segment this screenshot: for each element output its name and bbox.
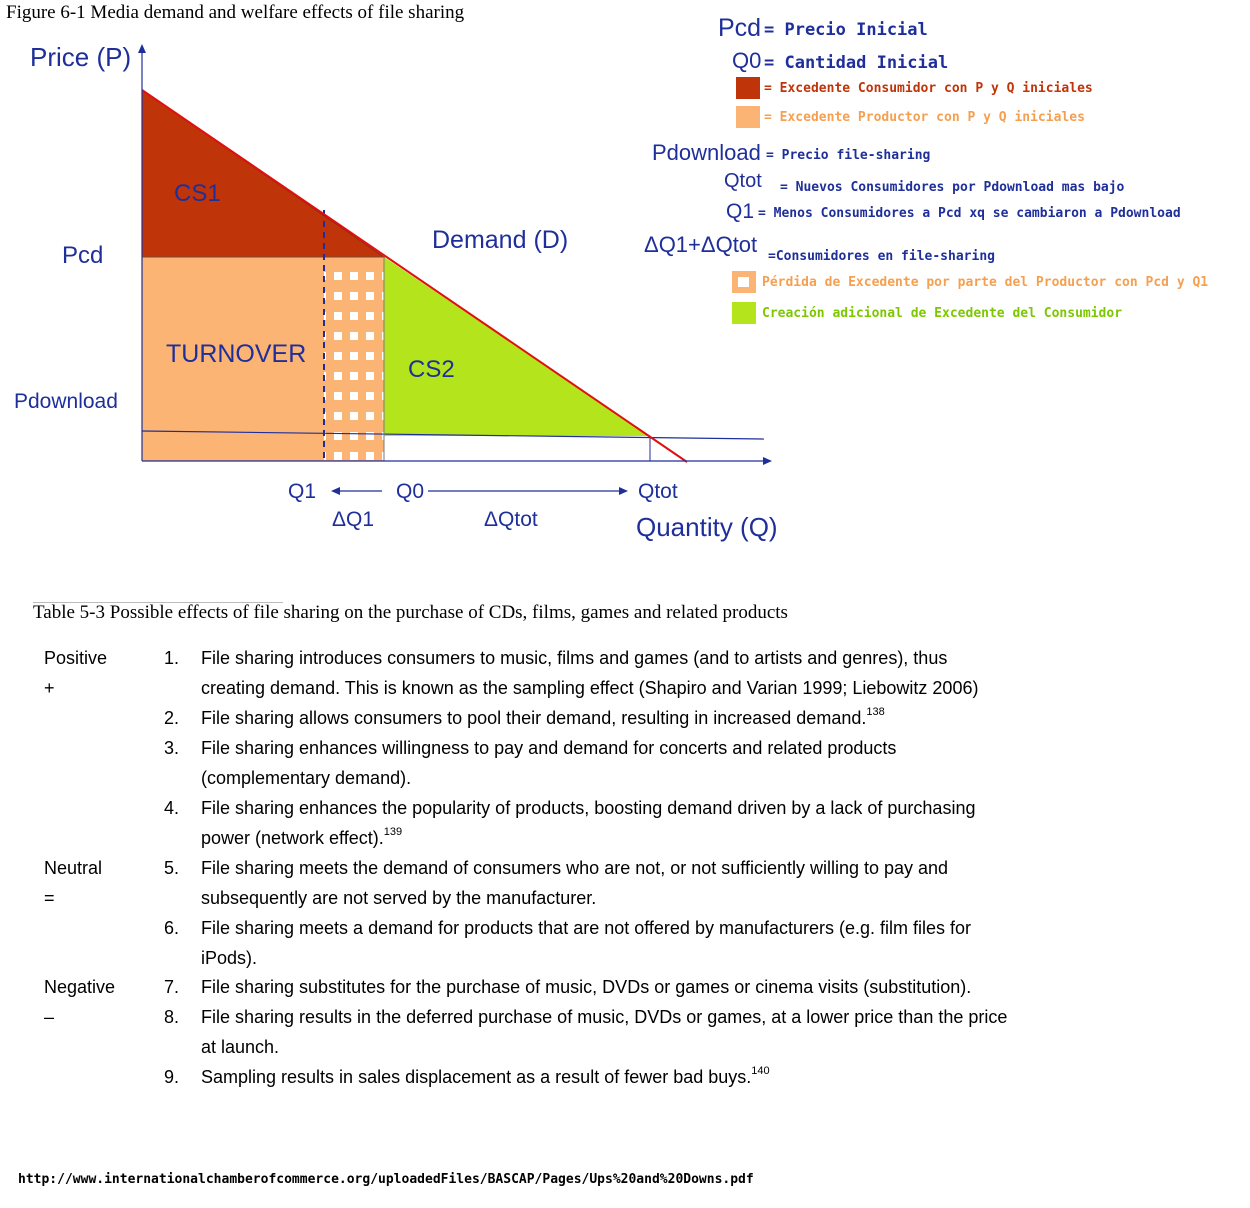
legend-ps-swatch (736, 106, 760, 128)
figure-title: Figure 6-1 Media demand and welfare effects of file sharing (6, 2, 465, 23)
item-number: 3. (164, 738, 180, 758)
list-item: File sharing meets a demand for products that are not offered by manufacturers (e.g. film files for iPods). (201, 918, 972, 968)
item-number: 4. (164, 798, 180, 818)
category-negative-sign: – (44, 1007, 55, 1027)
category-neutral: Neutral (44, 858, 103, 878)
category-negative: Negative (44, 977, 116, 997)
category-neutral-sign: = (44, 888, 55, 908)
legend-gain-text: Creación adicional de Excedente del Consumidor (762, 306, 1123, 321)
legend-dq-symbol: ΔQ1+ΔQtot (644, 232, 758, 257)
legend-loss-text: Pérdida de Excedente por parte del Productor con Pcd y Q1 (762, 275, 1209, 290)
item-number: 6. (164, 918, 180, 938)
item-number: 7. (164, 977, 180, 997)
item-number: 9. (164, 1067, 180, 1087)
y-axis-label: Price (P) (30, 42, 132, 72)
turnover-label: TURNOVER (166, 340, 307, 368)
legend-pcd-symbol: Pcd (718, 14, 762, 42)
category-positive-sign: + (44, 678, 55, 698)
legend-ps-text: = Excedente Productor con P y Q iniciales (764, 110, 1085, 125)
demand-label: Demand (D) (432, 226, 569, 254)
list-item: File sharing results in the deferred purchase of music, DVDs or games, at a lower price than the price at launch. (201, 1007, 1008, 1057)
item-number: 2. (164, 708, 180, 728)
category-positive: Positive (44, 648, 108, 668)
legend-qtot-symbol: Qtot (724, 170, 762, 192)
item-number: 8. (164, 1007, 180, 1027)
dqtot-label: ΔQtot (484, 508, 538, 531)
q0-label: Q0 (396, 480, 425, 503)
legend-qtot-text: = Nuevos Consumidores por Pdownload mas bajo (780, 180, 1125, 195)
pdownload-label: Pdownload (14, 390, 118, 413)
x-axis-label: Quantity (Q) (636, 512, 778, 542)
legend-pdownload-symbol: Pdownload (652, 140, 761, 165)
table-title: Table 5-3 Possible effects of file sharing on the purchase of CDs, films, games and related products (33, 602, 788, 623)
qtot-label: Qtot (638, 480, 678, 503)
footnote-ref: 139 (383, 826, 403, 838)
footnote-ref: 138 (866, 706, 885, 718)
cs1-label: CS1 (174, 180, 221, 207)
legend-q1-text: = Menos Consumidores a Pcd xq se cambiaron a Pdownload (758, 206, 1181, 221)
legend-q0-text: = Cantidad Inicial (764, 53, 949, 73)
list-item: File sharing enhances willingness to pay and demand for concerts and related products (complementary demand). (201, 738, 897, 788)
legend-cs-swatch (736, 77, 760, 99)
source-url[interactable]: http://www.internationalchamberofcommerce.org/uploadedFiles/BASCAP/Pages/Ups%20and%20Downs.pdf (18, 1172, 754, 1187)
list-item: File sharing allows consumers to pool their demand, resulting in increased demand.$^{138}$ (201, 706, 885, 728)
q1-label: Q1 (288, 480, 317, 503)
item-number: 1. (164, 648, 180, 668)
list-item: File sharing enhances the popularity of products, boosting demand driven by a lack of purchasing power (network effect).$^{139}$ (201, 798, 976, 848)
legend-dq-text: =Consumidores en file-sharing (768, 249, 995, 264)
list-item: Sampling results in sales displacement as a result of fewer bad buys.$^{140}$ (201, 1065, 770, 1087)
producer-loss-area (324, 263, 384, 461)
legend-gain-swatch (732, 302, 756, 324)
legend-q0-symbol: Q0 (732, 48, 762, 73)
legend-pcd-text: = Precio Inicial (764, 20, 928, 40)
item-number: 5. (164, 858, 180, 878)
legend-q1-symbol: Q1 (726, 200, 755, 223)
cs2-label: CS2 (408, 356, 455, 383)
pcd-label: Pcd (62, 242, 104, 269)
dq1-label: ΔQ1 (332, 508, 375, 531)
list-item: File sharing introduces consumers to music, films and games (and to artists and genres), thus creating demand. This is known as the sampling effect (Shapiro and Varian 1999; Liebowitz 2006) (201, 648, 979, 698)
legend-cs-text: = Excedente Consumidor con P y Q iniciales (764, 81, 1093, 96)
legend-pdownload-text: = Precio file-sharing (766, 148, 931, 163)
footnote-ref: 140 (751, 1065, 770, 1077)
list-item: File sharing meets the demand of consumers who are not, or not sufficiently willing to pay and subsequently are not served by the manufacturer. (201, 858, 949, 908)
list-item: File sharing substitutes for the purchase of music, DVDs or games or cinema visits (substitution). (201, 977, 972, 997)
